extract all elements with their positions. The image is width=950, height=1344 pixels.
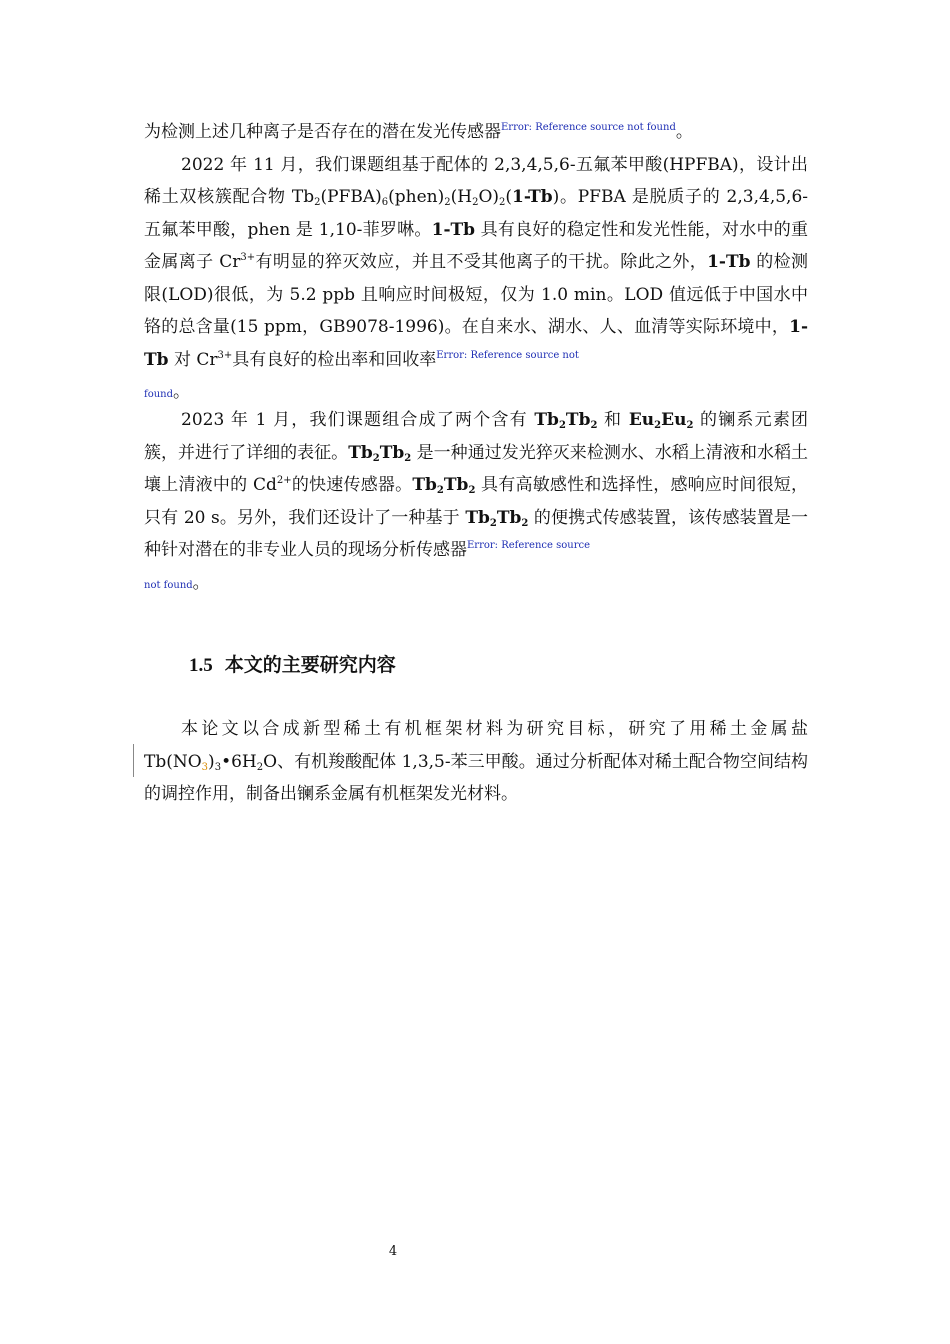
paragraph-main-content: 本论文以合成新型稀土有机框架材料为研究目标，研究了用稀土金属盐 $Tb(NO_3)_3•6H_2O$、有机羧酸配体 1,3,5-苯三甲酸。通过分析配体对稀土配合物空间结构的调控作用，制备出镧系金属有机框架发光材料。 xyxy=(144,719,808,804)
text-block-3 xyxy=(144,713,808,811)
page-number: 4 xyxy=(388,1244,398,1259)
text-block-2 xyxy=(144,404,808,602)
section-number: 1.5 xyxy=(189,655,213,676)
section-title: 本文的主要研究内容 xyxy=(224,654,396,676)
text-block-1 xyxy=(144,116,808,412)
paragraph-tb2tb2: 2023 年 1 月，我们课题组合成了两个含有 $Tb_2Tb_2$ 和 $Eu_2Eu_2$ 的镧系元素团簇，并进行了详细的表征。$Tb_2Tb_2$ 是一种通过发光猝灭来检测水、水稻上清液和水稻土壤上清液中的 $Cd^{2+}$的快速传感器。$Tb_2Tb_2$ 具有高敏感性和选择性，感响应时间很短，只有 20 s。另外，我们还设计了一种基于 $Tb_2Tb_2$ 的便携式传感装置，该传感装置是一种针对潜在的非专业人员的现场分析传感器$^{Error: Reference source}$ not found。 xyxy=(144,410,809,593)
reference-error-cont[interactable]: found xyxy=(144,389,174,400)
change-bar xyxy=(133,744,134,777)
reference-error[interactable]: Error: Reference source not found xyxy=(501,122,676,133)
paragraph-1tb: 2022 年 11 月，我们课题组基于配体的 2,3,4,5,6-五氟苯甲酸(HPFBA)，设计出稀土双核簇配合物 $Tb_2(PFBA)_6(phen)_2(H_2O)_2(1-Tb)$。PFBA 是脱质子的 2,3,4,5,6-五氟苯甲酸，phen 是 1,10-菲罗啉。1-Tb 具有良好的稳定性和发光性能，对水中的重金属离子 $Cr^{3+}$有明显的猝灭效应，并且不受其他离子的干扰。除此之外，1-Tb 的检测限(LOD)很低，为 5.2 ppb 且响应时间极短，仅为 1.0 min。LOD 值远低于中国水中铬的总含量(15 ppm，GB9078-1996)。在自来水、湖水、人、血清等实际环境中，1-Tb 对 $Cr^{3+}$具有良好的检出率和回收率$^{Error: Reference source not}$ found。 xyxy=(144,154,809,402)
reference-error[interactable]: Error: Reference source not xyxy=(436,349,579,361)
reference-error[interactable]: Error: Reference source xyxy=(467,540,591,551)
paragraph-continuation: 为检测上述几种离子是否存在的潜在发光传感器$^{Error: Reference source not found}$。 xyxy=(144,122,693,142)
section-heading xyxy=(189,650,396,677)
reference-error-cont[interactable]: not found xyxy=(144,579,193,591)
tracked-change: 3 xyxy=(201,761,209,773)
